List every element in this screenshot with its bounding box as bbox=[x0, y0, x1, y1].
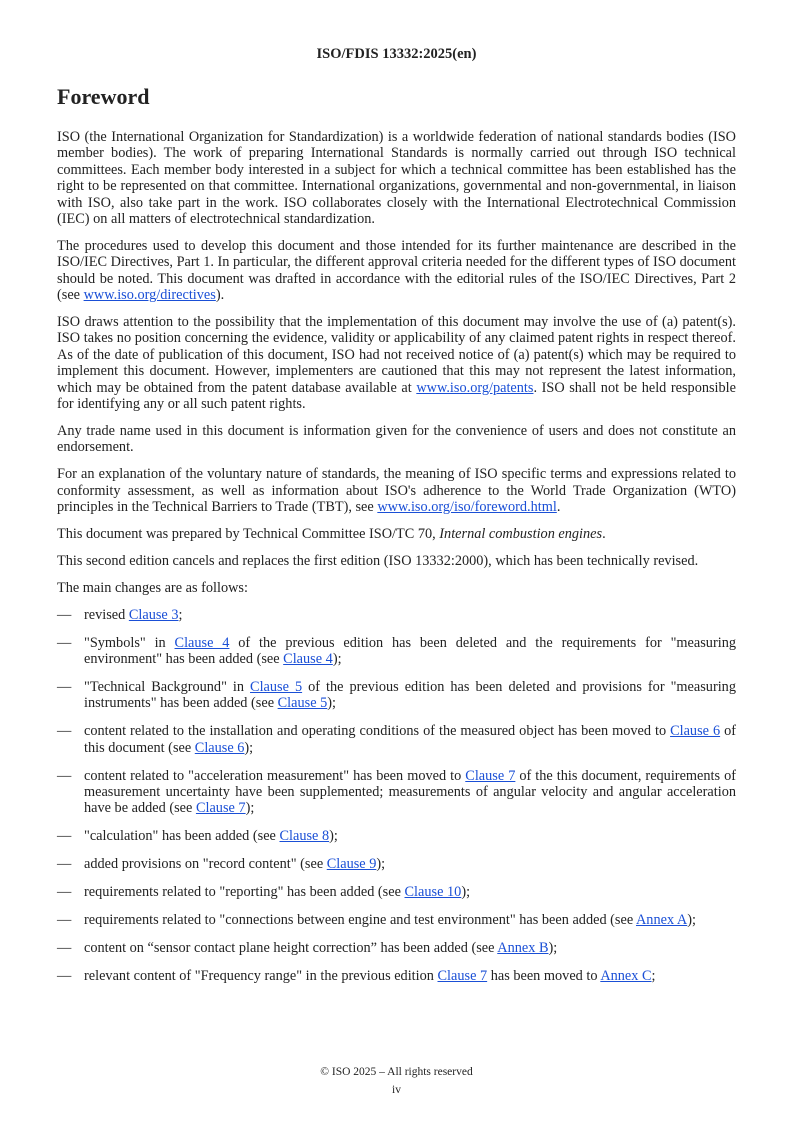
text: ISO (the International Organization for Standardization) is a worldwide federation of national standards bodies (ISO member bodies). The work of preparing International Standards is normally carried out through ISO technical committees. Each member body interested in a subject for which a technical committee has been established has the right to be represented on that committee. International organizations, governmental and non-governmental, in liaison with ISO, also take part in the work. ISO collaborates closely with the International Electrotechnical Commission (IEC) on all matters of electrotechnical standardization. bbox=[57, 129, 736, 228]
text: ; bbox=[178, 606, 183, 623]
link[interactable]: Clause 3 bbox=[128, 606, 179, 623]
list-item-text bbox=[84, 856, 736, 872]
dash-bullet: — bbox=[57, 634, 72, 651]
paragraph bbox=[57, 238, 736, 304]
text: ISO draws attention to the possibility that the implementation of this document may involve the use of (a) patent(s). ISO takes no position concerning the evidence, validity or applicability of any claimed patent rights in respect thereof. As of the date of publication of this document, ISO had not received notice of (a) patent(s) which may be required to implement this document. However, implementers are cautioned that this may not represent the latest information, which may be obtained from the patent database available at bbox=[57, 314, 736, 396]
list-item bbox=[57, 856, 736, 872]
link[interactable]: Clause 7 bbox=[465, 767, 516, 784]
list-item bbox=[57, 723, 736, 756]
text: Any trade name used in this document is information given for the convenience of users and does not constitute an endorsement. bbox=[57, 423, 736, 456]
text: "Technical Background" in bbox=[84, 678, 251, 695]
text: This document was prepared by Technical Committee ISO/TC 70, bbox=[57, 526, 440, 543]
link[interactable]: Clause 10 bbox=[404, 884, 462, 901]
text: ); bbox=[244, 739, 254, 756]
list-item-text bbox=[84, 768, 736, 817]
text: added provisions on "record content" (see bbox=[84, 856, 327, 873]
paragraph bbox=[57, 526, 736, 542]
list-item-text bbox=[84, 723, 736, 756]
text: content related to the installation and operating conditions of the measured object has been moved to bbox=[84, 723, 671, 740]
link[interactable]: Clause 9 bbox=[326, 856, 377, 873]
text: The main changes are as follows: bbox=[57, 579, 248, 596]
text: has been moved to bbox=[487, 967, 601, 984]
text: requirements related to "reporting" has been added (see bbox=[84, 884, 405, 901]
paragraph bbox=[57, 580, 736, 596]
list-item bbox=[57, 607, 736, 623]
link[interactable]: Annex B bbox=[497, 939, 549, 956]
text: This second edition cancels and replaces the first edition (ISO 13332:2000), which has been technically revised. bbox=[57, 552, 699, 569]
link[interactable]: Clause 5 bbox=[250, 678, 303, 695]
paragraphs bbox=[57, 129, 736, 596]
text: . ISO shall not be held responsible for identifying any or all such patent rights. bbox=[57, 379, 736, 413]
list-item-text bbox=[84, 912, 736, 928]
dash-bullet: — bbox=[57, 828, 72, 845]
text: relevant content of "Frequency range" in the previous edition bbox=[84, 967, 438, 984]
text: The procedures used to develop this document and those intended for its further maintenance are described in the ISO/IEC Directives, Part 1. In particular, the different approval criteria needed for the different types of ISO document should be noted. This document was drafted in accordance with the editorial rules of the ISO/IEC Directives, Part 2 (see bbox=[57, 237, 736, 304]
list-item-text bbox=[84, 940, 736, 956]
link[interactable]: Clause 4 bbox=[283, 651, 333, 668]
link[interactable]: www.iso.org/iso/foreword.html bbox=[377, 499, 557, 516]
paragraph bbox=[57, 314, 736, 412]
changes-list bbox=[57, 607, 736, 985]
text: ); bbox=[461, 884, 471, 901]
link[interactable]: Clause 7 bbox=[195, 800, 246, 817]
list-item bbox=[57, 768, 736, 817]
dash-bullet: — bbox=[57, 606, 72, 623]
text: of the previous edition has been deleted and the requirements for "measuring environment" has been added (see bbox=[84, 634, 736, 668]
link[interactable]: Clause 7 bbox=[437, 967, 488, 984]
link[interactable]: Clause 4 bbox=[174, 634, 230, 651]
text: . bbox=[556, 499, 561, 516]
dash-bullet: — bbox=[57, 767, 72, 784]
text: ); bbox=[327, 695, 336, 712]
list-item-text bbox=[84, 635, 736, 668]
list-item-text bbox=[84, 607, 736, 623]
list-item-text bbox=[84, 968, 736, 984]
paragraph bbox=[57, 423, 736, 456]
list-item bbox=[57, 968, 736, 984]
section-title: Foreword bbox=[57, 84, 150, 109]
link[interactable]: www.iso.org/directives bbox=[83, 287, 216, 304]
text: ; bbox=[651, 967, 656, 984]
list-item bbox=[57, 635, 736, 668]
dash-bullet: — bbox=[57, 723, 72, 740]
text: ); bbox=[687, 912, 696, 929]
text: content on “sensor contact plane height correction” has been added (see bbox=[84, 939, 498, 956]
paragraph bbox=[57, 466, 736, 515]
dash-bullet: — bbox=[57, 939, 72, 956]
link[interactable]: Clause 5 bbox=[277, 695, 328, 712]
dash-bullet: — bbox=[57, 967, 72, 984]
list-item-text bbox=[84, 884, 736, 900]
text: . bbox=[602, 526, 606, 543]
link[interactable]: www.iso.org/patents bbox=[416, 379, 534, 396]
text: For an explanation of the voluntary nature of standards, the meaning of ISO specific terms and expressions related to conformity assessment, as well as information about ISO's adherence to the World Trade Organization (WTO) principles in the Technical Barriers to Trade (TBT), see bbox=[57, 466, 736, 516]
list-item-text bbox=[84, 828, 736, 844]
list-item bbox=[57, 828, 736, 844]
text: "Symbols" in bbox=[84, 634, 175, 651]
link[interactable]: Clause 8 bbox=[279, 828, 330, 845]
text: ). bbox=[215, 287, 225, 304]
text: ); bbox=[332, 651, 342, 668]
italic-text: Internal combustion engines bbox=[439, 526, 603, 543]
page-number: iv bbox=[392, 1084, 401, 1096]
dash-bullet: — bbox=[57, 856, 72, 873]
text: of the this document, requirements of measurement uncertainty have been supplemented; measurements of angular velocity and angular acceleration have be added (see bbox=[84, 767, 736, 817]
list-item bbox=[57, 940, 736, 956]
text: of this document (see bbox=[84, 723, 736, 756]
text: "calculation" has been added (see bbox=[84, 828, 280, 845]
text: ); bbox=[329, 828, 338, 845]
text: content related to "acceleration measurement" has been moved to bbox=[84, 767, 466, 784]
list-item bbox=[57, 912, 736, 928]
copyright-footer: © ISO 2025 – All rights reserved bbox=[320, 1066, 473, 1078]
list-item bbox=[57, 679, 736, 712]
text: revised bbox=[84, 606, 129, 623]
document-body bbox=[57, 129, 736, 996]
text: ); bbox=[376, 856, 386, 873]
paragraph bbox=[57, 553, 736, 569]
text: ); bbox=[245, 800, 255, 817]
dash-bullet: — bbox=[57, 678, 72, 695]
list-item-text bbox=[84, 679, 736, 712]
text: requirements related to "connections between engine and test environment" has been added (see bbox=[84, 912, 636, 929]
link[interactable]: Clause 6 bbox=[194, 739, 245, 756]
dash-bullet: — bbox=[57, 884, 72, 901]
paragraph bbox=[57, 129, 736, 227]
link[interactable]: Annex A bbox=[635, 912, 688, 929]
link[interactable]: Clause 6 bbox=[670, 723, 721, 740]
list-item bbox=[57, 884, 736, 900]
document-header: ISO/FDIS 13332:2025(en) bbox=[316, 46, 477, 62]
link[interactable]: Annex C bbox=[600, 967, 652, 984]
text: of the previous edition has been deleted and provisions for "measuring instruments" has been added (see bbox=[84, 678, 736, 712]
dash-bullet: — bbox=[57, 912, 72, 929]
text: ); bbox=[548, 939, 558, 956]
